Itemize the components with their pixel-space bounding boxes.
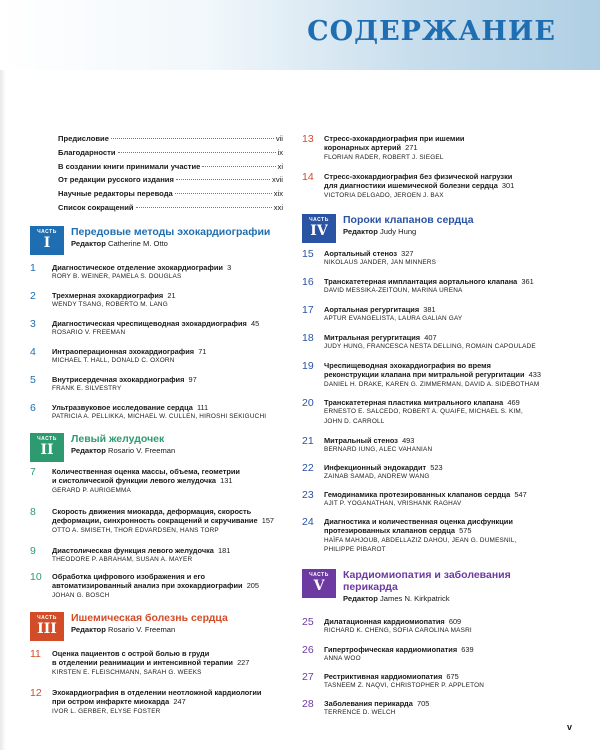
- chapter-authors: TASNEEM Z. NAQVI, CHRISTOPHER P. APPLETON: [324, 682, 485, 690]
- front-matter-page: xxi: [273, 202, 283, 212]
- chapter-title-line: Количественная оценка массы, объема, геометрии: [52, 467, 240, 476]
- page-edge-shadow: [0, 0, 6, 750]
- chapter-entry[interactable]: [30, 507, 274, 535]
- chapter-entry[interactable]: [302, 172, 514, 200]
- chapter-title: [324, 333, 536, 342]
- chapter-number: 21: [302, 435, 314, 447]
- part-title: Левый желудочек: [71, 433, 165, 445]
- chapter-authors: WENDY TSANG, ROBERTO M. LANG: [52, 301, 168, 309]
- part-title: Передовые методы эхокардиографии: [71, 226, 271, 238]
- chapter-number: 4: [30, 346, 36, 358]
- chapter-title: [324, 370, 541, 379]
- chapter-authors: ANNA WOO: [324, 655, 361, 663]
- chapter-title-line: Диагностическое отделение эхокардиографии: [52, 263, 223, 272]
- editor-name: Judy Hung: [379, 227, 417, 236]
- chapter-entry[interactable]: [302, 436, 432, 455]
- chapter-title-line: Скорость движения миокарда, деформация, скорость: [52, 507, 252, 516]
- part-title: перикарда: [343, 581, 398, 593]
- part-editor: [71, 446, 175, 455]
- chapter-title: [324, 526, 517, 535]
- chapter-title-line: Митральная регургитация: [324, 333, 421, 342]
- chapter-title-line: Гемодинамика протезированных клапанов сердца: [324, 490, 511, 499]
- chapter-page: 131: [220, 476, 233, 486]
- chapter-title: [52, 319, 259, 328]
- chapter-authors: GERARD P. AURIGEMMA: [52, 486, 131, 494]
- chapter-number: 16: [302, 276, 314, 288]
- leader-dots: [176, 179, 270, 180]
- chapter-title: [324, 143, 464, 152]
- chapter-page: 523: [430, 463, 443, 472]
- part-title: Пороки клапанов сердца: [343, 214, 474, 226]
- leader-dots: [136, 207, 272, 208]
- chapter-title: [52, 546, 230, 555]
- part-numeral: IV: [310, 223, 328, 239]
- chapter-entry[interactable]: [302, 617, 472, 636]
- chapter-authors: HAÏFA MAHJOUB, ABDELLAZIZ DAHOU, JEAN G. DUMESNIL,: [324, 536, 517, 544]
- chapter-number: 20: [302, 397, 314, 409]
- front-matter-item[interactable]: [58, 189, 283, 203]
- front-matter-label: От редакции русского издания: [58, 175, 174, 185]
- chapter-authors: JOHAN G. BOSCH: [52, 591, 110, 599]
- chapter-page: 301: [501, 181, 515, 191]
- part-badge: [30, 226, 64, 255]
- chapter-title-line: Эхокардиография в отделении неотложной кардиологии: [52, 688, 262, 697]
- front-matter-page: vii: [275, 134, 283, 143]
- chapter-title-line: Интраоперационная эхокардиография: [52, 347, 195, 356]
- chapter-title-line: Трехмерная эхокардиография: [52, 291, 164, 300]
- front-matter-label: В создании книги принимали участие: [58, 161, 201, 171]
- page-title: СОДЕРЖАНИЕ: [307, 16, 556, 47]
- chapter-entry[interactable]: [302, 134, 464, 162]
- front-matter-item[interactable]: [58, 175, 283, 189]
- front-matter-label: Благодарности: [58, 147, 116, 157]
- front-matter-label: Научные редакторы перевода: [58, 189, 173, 199]
- chapter-authors: APTUR EVANGELISTA, LAURA GALIAN GAY: [324, 315, 463, 323]
- chapter-entry[interactable]: [30, 688, 261, 716]
- front-matter-page: ix: [277, 147, 283, 157]
- chapter-authors: AJIT P. YOGANATHAN, VRISHANK RAGHAV: [324, 500, 462, 508]
- part-numeral: I: [43, 235, 51, 251]
- editor-name: James N. Kirkpatrick: [379, 594, 450, 603]
- chapter-page: 327: [401, 249, 414, 258]
- page-number: v: [566, 722, 572, 732]
- chapter-page: 705: [416, 699, 430, 708]
- chapter-title-line: для диагностики ишемической болезни сердца: [324, 181, 498, 191]
- chapter-number: 10: [30, 571, 42, 583]
- chapter-authors: RICHARD K. CHENG, SOFIA CAROLINA MASRI: [324, 627, 472, 635]
- chapter-title: [52, 347, 206, 356]
- chapter-entry[interactable]: [30, 263, 231, 282]
- chapter-page: 45: [250, 319, 260, 328]
- chapter-title-line: Дилатационная кардиомиопатия: [324, 617, 445, 626]
- chapter-page: 361: [521, 277, 534, 286]
- chapter-authors: PATRICIA A. PELLIKKA, MICHAEL W. CULLEN, HIROSHI SEKIGUCHI: [52, 413, 267, 421]
- chapter-number: 13: [302, 133, 314, 145]
- chapter-title-line: Стресс-эхокардиография при ишемии: [324, 134, 465, 143]
- part-word: ЧАСТЬ: [37, 615, 57, 621]
- part-numeral: V: [313, 578, 325, 594]
- chapter-title-line: Аортальная регургитация: [324, 305, 420, 314]
- part-header[interactable]: [30, 612, 228, 641]
- chapter-entry[interactable]: [302, 305, 462, 324]
- chapter-entry[interactable]: [30, 546, 230, 565]
- chapter-authors: ZAINAB SAMAD, ANDREW WANG: [324, 473, 430, 481]
- chapter-page: 433: [528, 370, 541, 380]
- leader-dots: [118, 152, 276, 153]
- chapter-entry[interactable]: [302, 699, 429, 718]
- chapter-title: [52, 263, 231, 272]
- chapter-title: [52, 658, 249, 667]
- chapter-title-line: Ультразвуковое исследование сердца: [52, 403, 193, 412]
- chapter-title: [52, 375, 197, 384]
- chapter-entry[interactable]: [302, 517, 517, 555]
- chapter-authors: ERNESTO E. SALCEDO, ROBERT A. QUAIFE, MICHAEL S. KIM,: [324, 408, 523, 416]
- chapter-authors: MICHAEL T. HALL, DONALD C. OXORN: [52, 357, 175, 365]
- chapter-entry[interactable]: [302, 361, 541, 389]
- chapter-number: 25: [302, 616, 314, 628]
- chapter-entry[interactable]: [302, 249, 436, 268]
- chapter-title: [324, 463, 443, 472]
- chapter-title-line: Митральный стеноз: [324, 436, 398, 445]
- part-header[interactable]: [30, 433, 175, 462]
- chapter-number: 11: [30, 648, 41, 660]
- front-matter-label: Список сокращений: [58, 202, 134, 212]
- front-matter-page: xi: [277, 161, 283, 171]
- chapter-authors: DAVID MESSIKA-ZEITOUN, MARINA URENA: [324, 287, 463, 295]
- chapter-number: 14: [302, 171, 314, 183]
- chapter-number: 23: [302, 489, 314, 501]
- chapter-title-line: Диагностика и количественная оценка дисфункции: [324, 517, 513, 526]
- chapter-number: 5: [30, 374, 36, 386]
- chapter-entry[interactable]: [302, 672, 484, 691]
- chapter-title-line: автоматизированный анализ при эхокардиографии: [52, 581, 243, 591]
- part-word: ЧАСТЬ: [309, 572, 329, 578]
- front-matter-item[interactable]: [58, 148, 283, 162]
- editor-label: Редактор: [71, 625, 106, 634]
- chapter-entry[interactable]: [30, 375, 197, 394]
- chapter-page: 493: [402, 436, 415, 445]
- chapter-number: 27: [302, 671, 314, 683]
- chapter-page: 381: [423, 305, 436, 314]
- chapter-number: 3: [30, 318, 36, 330]
- chapter-title-line: Обработка цифрового изображения и его: [52, 572, 205, 581]
- leader-dots: [202, 166, 275, 167]
- chapter-page: 157: [261, 516, 275, 526]
- chapter-number: 24: [302, 516, 314, 528]
- chapter-title-line: протезированных клапанов сердца: [324, 526, 455, 536]
- part-badge: [30, 433, 64, 462]
- front-matter-item[interactable]: [58, 162, 283, 176]
- chapter-number: 1: [30, 262, 36, 274]
- chapter-title-line: Заболевания перикарда: [324, 699, 413, 708]
- chapter-title: [52, 581, 259, 590]
- chapter-title: [324, 305, 462, 314]
- chapter-entry[interactable]: [30, 319, 259, 338]
- part-header[interactable]: [302, 569, 511, 603]
- chapter-page: 675: [446, 672, 459, 681]
- chapter-page: 247: [173, 697, 186, 707]
- chapter-title: [324, 277, 534, 286]
- chapter-entry[interactable]: [30, 649, 249, 677]
- chapter-title: [52, 476, 240, 485]
- part-word: ЧАСТЬ: [37, 436, 57, 442]
- chapter-authors: OTTO A. SMISETH, THOR EDVARDSEN, HANS TORP: [52, 526, 219, 534]
- chapter-authors: ROSARIO V. FREEMAN: [52, 329, 126, 337]
- chapter-page: 609: [448, 617, 462, 626]
- chapter-number: 9: [30, 545, 36, 557]
- chapter-page: 111: [196, 403, 209, 412]
- chapter-authors: JOHN D. CARROLL: [324, 417, 385, 425]
- chapter-entry[interactable]: [302, 333, 536, 352]
- part-badge: [30, 612, 64, 641]
- chapter-title-line: Диагностическая чреспищеводная эхокардиография: [52, 319, 247, 328]
- chapter-title-line: Стресс-эхокардиография без физической нагрузки: [324, 172, 513, 181]
- chapter-title: [324, 645, 474, 654]
- chapter-entry[interactable]: [302, 645, 474, 664]
- chapter-page: 181: [218, 546, 231, 555]
- chapter-title: [324, 617, 472, 626]
- chapter-title: [52, 697, 261, 706]
- chapter-authors: JUDY HUNG, FRANCESCA NESTA DELLING, ROMAIN CAPOULADE: [324, 343, 536, 351]
- chapter-page: 227: [237, 658, 250, 668]
- chapter-authors: FLORIAN RADER, ROBERT J. SIEGEL: [324, 153, 444, 161]
- chapter-authors: BERNARD IUNG, ALEC VAHANIAN: [324, 446, 433, 454]
- chapter-number: 12: [30, 687, 42, 699]
- chapter-entry[interactable]: [30, 347, 206, 366]
- chapter-title: [52, 649, 249, 658]
- chapter-title-line: Гипертрофическая кардиомиопатия: [324, 645, 458, 654]
- chapter-title-line: Внутрисердечная эхокардиография: [52, 375, 185, 384]
- chapter-page: 71: [198, 347, 207, 356]
- chapter-number: 7: [30, 466, 36, 478]
- leader-dots: [175, 193, 272, 194]
- chapter-authors: THEODORE P. ABRAHAM, SUSAN A. MAYER: [52, 556, 193, 564]
- chapter-title: [324, 249, 436, 258]
- chapter-title: [324, 699, 429, 708]
- front-matter-item[interactable]: [58, 134, 283, 148]
- chapter-number: 18: [302, 332, 314, 344]
- chapter-entry[interactable]: [30, 291, 176, 310]
- chapter-number: 26: [302, 644, 314, 656]
- chapter-authors: DANIEL H. DRAKE, KAREN G. ZIMMERMAN, DAVID A. SIDEBOTHAM: [324, 380, 540, 388]
- front-matter-page: xix: [273, 189, 283, 199]
- part-badge: [302, 214, 336, 243]
- chapter-number: 28: [302, 698, 314, 710]
- chapter-title: [52, 507, 274, 516]
- part-editor: [71, 239, 270, 248]
- chapter-title-line: Инфекционный эндокардит: [324, 463, 427, 472]
- chapter-title: [324, 436, 432, 445]
- chapter-title-line: Аортальный стеноз: [324, 249, 398, 258]
- chapter-authors: NIKOLAUS JANDER, JAN MINNERS: [324, 259, 437, 267]
- chapter-authors: IVOR L. GERBER, ELYSE FOSTER: [52, 707, 161, 715]
- chapter-page: 97: [188, 375, 197, 384]
- chapter-title: [52, 516, 274, 525]
- chapter-page: 21: [167, 291, 176, 300]
- chapter-title: [52, 572, 259, 581]
- chapter-title: [324, 134, 464, 143]
- chapter-number: 22: [302, 462, 314, 474]
- chapter-entry[interactable]: [302, 277, 534, 296]
- chapter-authors: KIRSTEN E. FLEISCHMANN, SARAH G. WEEKS: [52, 668, 202, 676]
- editor-name: Rosario V. Freeman: [107, 446, 176, 455]
- front-matter-label: Предисловие: [58, 134, 109, 143]
- chapter-title: [324, 517, 517, 526]
- chapter-page: 575: [459, 526, 472, 536]
- part-editor: [343, 594, 511, 603]
- chapter-title: [52, 291, 176, 300]
- chapter-entry[interactable]: [30, 572, 259, 600]
- chapter-page: 407: [424, 333, 437, 342]
- front-matter-page: xvii: [272, 175, 283, 185]
- editor-name: Rosario V. Freeman: [107, 625, 176, 634]
- chapter-entry[interactable]: [30, 403, 266, 422]
- front-matter-list: [58, 134, 283, 217]
- chapter-title: [52, 688, 261, 697]
- chapter-title-line: деформации, синхронность сокращений и скручивание: [52, 516, 258, 526]
- chapter-title-line: в отделении реанимации и интенсивной терапии: [52, 658, 233, 668]
- front-matter-item[interactable]: [58, 203, 283, 217]
- part-word: ЧАСТЬ: [37, 229, 57, 235]
- part-editor: [71, 625, 228, 634]
- chapter-number: 2: [30, 290, 36, 302]
- chapter-authors: RORY B. WEINER, PAMELA S. DOUGLAS: [52, 273, 182, 281]
- editor-label: Редактор: [343, 594, 378, 603]
- chapter-title: [52, 403, 266, 412]
- chapter-title-line: коронарных артерий: [324, 143, 402, 153]
- chapter-number: 17: [302, 304, 314, 316]
- chapter-entry[interactable]: [302, 398, 523, 426]
- chapter-authors: PHILIPPE PIBAROT: [324, 546, 386, 554]
- editor-label: Редактор: [71, 446, 106, 455]
- chapter-entry[interactable]: [30, 467, 240, 495]
- part-editor: [343, 227, 474, 236]
- chapter-number: 6: [30, 402, 36, 414]
- editor-name: Catherine M. Otto: [107, 239, 168, 248]
- part-badge: [302, 569, 336, 598]
- chapter-title-line: реконструкции клапана при митральной регургитации: [324, 370, 525, 380]
- chapter-title: [324, 398, 523, 407]
- chapter-title: [324, 672, 484, 681]
- chapter-page: 639: [461, 645, 474, 654]
- chapter-title-line: при остром инфаркте миокарда: [52, 697, 170, 707]
- leader-dots: [111, 138, 274, 139]
- chapter-authors: FRANK E. SILVESTRY: [52, 385, 122, 393]
- chapter-title: [324, 181, 514, 190]
- part-numeral: III: [37, 621, 57, 637]
- chapter-number: 8: [30, 506, 36, 518]
- chapter-title: [324, 490, 527, 499]
- chapter-page: 205: [246, 581, 260, 591]
- chapter-title-line: Рестриктивная кардиомиопатия: [324, 672, 443, 681]
- part-numeral: II: [40, 442, 54, 458]
- chapter-title: [52, 467, 240, 476]
- part-header[interactable]: [30, 226, 270, 255]
- part-title: Кардиомиопатия и заболевания: [343, 569, 511, 581]
- editor-label: Редактор: [343, 227, 378, 236]
- chapter-entry[interactable]: [302, 463, 443, 482]
- chapter-page: 547: [514, 490, 527, 499]
- chapter-page: 271: [405, 143, 418, 153]
- chapter-title-line: Транскатетерная имплантация аортального клапана: [324, 277, 518, 286]
- part-header[interactable]: [302, 214, 474, 243]
- chapter-authors: TERRENCE D. WELCH: [324, 709, 396, 717]
- chapter-page: 3: [227, 263, 232, 272]
- chapter-title-line: Чреспищеводная эхокардиография во время: [324, 361, 491, 370]
- chapter-title: [324, 172, 514, 181]
- chapter-title: [324, 361, 541, 370]
- chapter-page: 469: [507, 398, 520, 407]
- chapter-title-line: и систолической функции левого желудочка: [52, 476, 217, 486]
- part-word: ЧАСТЬ: [309, 217, 329, 223]
- chapter-title-line: Оценка пациентов с острой болью в груди: [52, 649, 210, 658]
- chapter-number: 15: [302, 248, 314, 260]
- editor-label: Редактор: [71, 239, 106, 248]
- chapter-title-line: Диастолическая функция левого желудочка: [52, 546, 214, 555]
- chapter-number: 19: [302, 360, 314, 372]
- chapter-entry[interactable]: [302, 490, 527, 509]
- part-title: Ишемическая болезнь сердца: [71, 612, 228, 624]
- chapter-authors: VICTORIA DELGADO, JEROEN J. BAX: [324, 191, 444, 199]
- chapter-title-line: Транскатетерная пластика митрального клапана: [324, 398, 504, 407]
